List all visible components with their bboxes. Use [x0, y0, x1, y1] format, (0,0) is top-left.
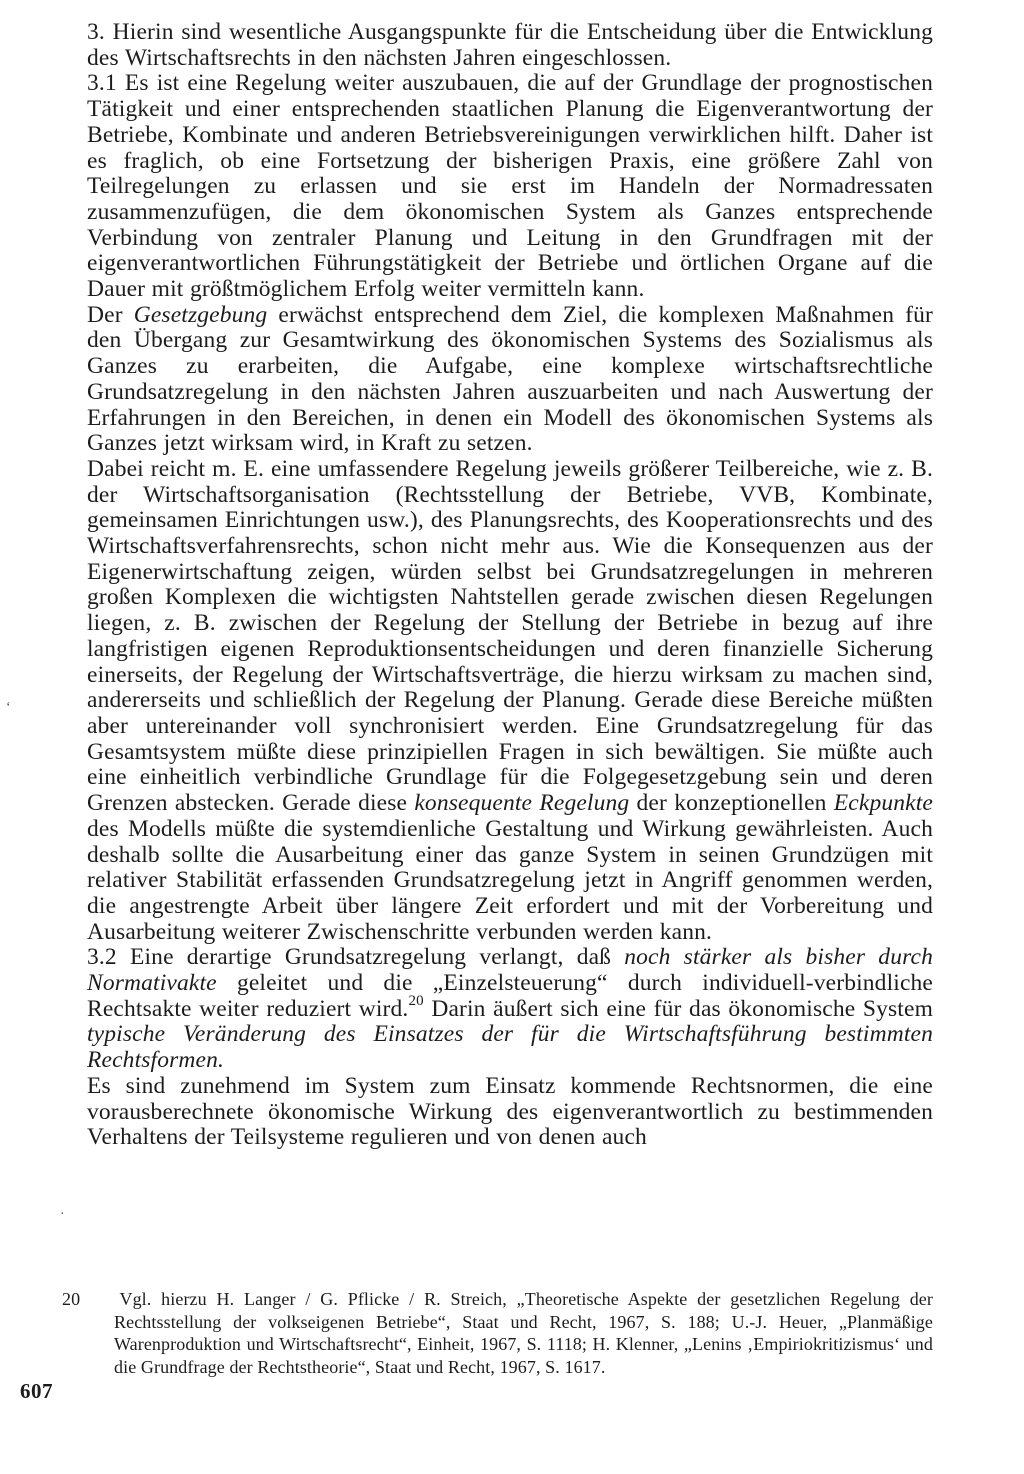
- page-number: 607: [20, 1379, 53, 1403]
- text-run: Darin äußert sich eine für das ökonomische System: [423, 995, 933, 1022]
- footnote-text: Vgl. hierzu H. Langer / G. Pflicke / R. Streich, „Theoretische Aspekte der gesetzlichen Regelung der Rechtsstellung der volkseigenen Betriebe“, Staat und Recht, 1967, S. 188; U.-J. Heuer, „Planmäßige Warenproduktion und Wirtschaftsrecht“, Einheit, 1967, S. 1118; H. Klenner, „Lenins ‚Empiriokritizismus‘ und die Grundfrage der Rechtstheorie“, Staat und Recht, 1967, S. 1617.: [114, 1289, 933, 1377]
- main-text: [87, 20, 933, 1151]
- italic-emphasis: Gesetzgebung: [133, 301, 268, 328]
- footnote-number: 20: [62, 1289, 81, 1309]
- text-run: 3.2 Eine derartige Grundsatzregelung verlangt, daß: [87, 944, 625, 971]
- scan-speck: ·: [60, 1207, 65, 1222]
- text-run: Dabei reicht m. E. eine umfassendere Regelung jeweils größerer Teilbereiche, wie z. B. der Wirtschaftsorganisation (Rechtsstellung der Betriebe, VVB, Kombinate, gemeinsamen Einrichtungen usw.), des Planungsrechts, des Kooperationsrechts und des Wirtschaftsverfahrensrechts, schon nicht mehr aus. Wie die Konsequenzen aus der Eigenerwirtschaftung zeigen, würden selbst bei Grundsatzregelungen in mehreren großen Komplexen die wichtigsten Nahtstellen gerade zwischen diesen Regelungen liegen, z. B. zwischen der Regelung der Stellung der Betriebe in bezug auf ihre langfristigen eigenen Reproduktionsentscheidungen und deren finanzielle Sicherung einerseits, der Regelung der Wirtschaftsverträge, die hierzu wirksam zu machen sind, andererseits und schließlich der Regelung der Planung. Gerade diese Bereiche müßten aber untereinander voll synchronisiert werden. Eine Grundsatzregelung für das Gesamtsystem müßte diese prinzipiellen Fragen in sich bewältigen. Sie müßte auch eine einheitlich verbindliche Grundlage für die Folgegesetzgebung sein und deren Grenzen abstecken. Gerade diese: [87, 455, 933, 817]
- paragraph-3-1: 3.1 Es ist eine Regelung weiter auszubauen, die auf der Grundlage der prognostischen Tätigkeit und einer entsprechenden staatlichen Planung die Eigenverantwortung der Betriebe, Kombinate und anderen Betriebsvereinigungen verwirklichen hilft. Daher ist es fraglich, ob eine Fortsetzung der bisherigen Praxis, eine größere Zahl von Teilregelungen zu erlassen und sie erst im Handeln der Normadressaten zusammenzufügen, die dem ökonomischen System als Ganzes entsprechende Verbindung von zentraler Planung und Leitung in den Grundfragen mit der eigenverantwortlichen Führungstätigkeit der Betriebe und örtlichen Organe auf die Dauer mit größtmöglichem Erfolg weiter vermitteln kann.: [87, 70, 933, 303]
- italic-emphasis: typische Veränderung des Einsatzes der für die Wirtschaftsführung bestimmten Rechtsformen.: [87, 1021, 933, 1074]
- italic-emphasis: konsequente Regelung: [414, 790, 630, 817]
- paragraph-3: 3. Hierin sind wesentliche Ausgangspunkte für die Entscheidung über die Entwicklung des Wirtschaftsrechts in den nächsten Jahren eingeschlossen.: [87, 19, 933, 71]
- paragraph-gesetzgebung: [87, 303, 933, 457]
- scan-speck: ‘: [6, 700, 11, 715]
- paragraph-3-2: [87, 945, 933, 1074]
- text-run: geleitet und die „Einzelsteuerung“ durch individuell-verbindliche Rechtsakte weiter reduziert wird.: [87, 970, 933, 1022]
- footnote-body: [62, 1288, 933, 1378]
- footnote-reference[interactable]: 20: [408, 992, 424, 1009]
- text-run: Der: [87, 301, 134, 328]
- text-run: des Modells müßte die systemdienliche Gestaltung und Wirkung gewährleisten. Auch deshalb sollte die Ausarbeitung einer das ganze System in seinen Grundzügen mit relativer Stabilität erfassenden Grundsatzregelung jetzt in Angriff genommen werden, die angestrengte Arbeit über längere Zeit erfordert und mit der Vorbereitung und Ausarbeitung weiterer Zwischenschritte verbunden werden kann.: [87, 815, 933, 945]
- text-run: erwächst entsprechend dem Ziel, die komplexen Maßnahmen für den Übergang zur Gesamtwirkung des ökonomischen Systems des Sozialismus als Ganzes zu erarbeiten, die Aufgabe, eine komplexe wirtschaftsrechtliche Grundsatzregelung in den nächsten Jahren auszuarbeiten und nach Auswertung der Erfahrungen in den Bereichen, in denen ein Modell des ökonomischen Systems als Ganzes jetzt wirksam wird, in Kraft zu setzen.: [87, 301, 933, 457]
- paragraph-dabei: [87, 457, 933, 945]
- italic-emphasis: noch stärker als bisher durch Normativakte: [87, 944, 933, 997]
- footnote: [62, 1288, 933, 1378]
- italic-emphasis: Eckpunkte: [833, 790, 933, 817]
- paragraph-es-sind: Es sind zunehmend im System zum Einsatz kommende Rechtsnormen, die eine vorausberechnete ökonomische Wirkung des eigenverantwortlich zu bestimmenden Verhaltens der Teilsysteme regulieren und von denen auch: [87, 1072, 933, 1151]
- text-run: der konzeptionellen: [629, 790, 834, 817]
